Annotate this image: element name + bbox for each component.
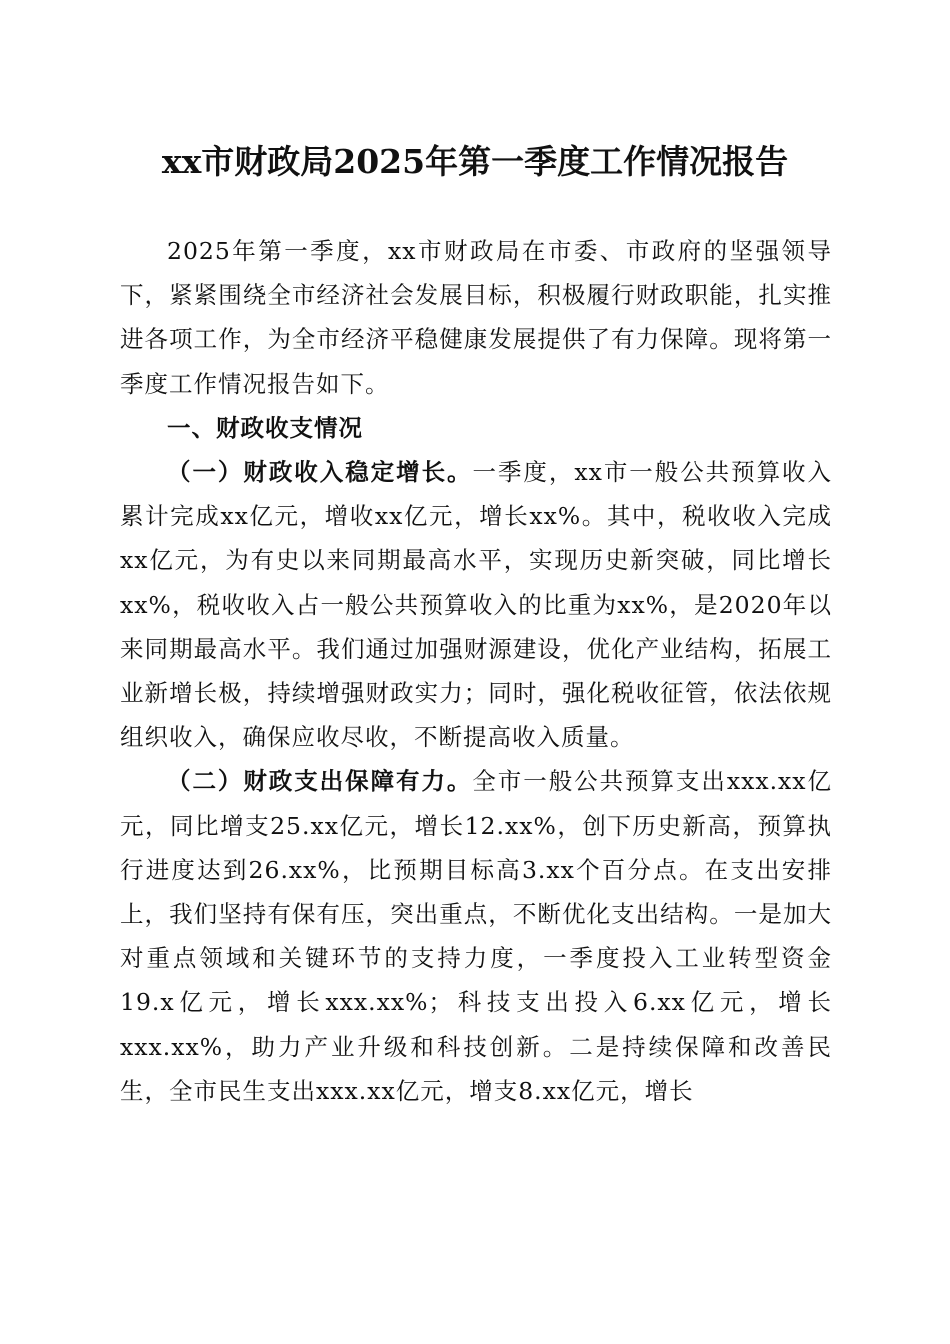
paragraph-revenue-text: 一季度，xx市一般公共预算收入累计完成xx亿元，增收xx亿元，增长xx%。其中，税收收入完成xx亿元，为有史以来同期最高水平，实现历史新突破，同比增长xx%，税收收入占一般公共预算收入的比重为xx%，是2020年以来同期最高水平。我们通过加强财源建设，优化产业结构，拓展工业新增长极，持续增强财政实力；同时，强化税收征管，依法依规组织收入，确保应收尽收，不断提高收入质量。 [120, 458, 832, 752]
intro-paragraph: 2025年第一季度，xx市财政局在市委、市政府的坚强领导下，紧紧围绕全市经济社会发展目标，积极履行财政职能，扎实推进各项工作，为全市经济平稳健康发展提供了有力保障。现将第一季度工作情况报告如下。 [120, 237, 832, 398]
paragraph-expenditure-text: 全市一般公共预算支出xxx.xx亿元，同比增支25.xx亿元，增长12.xx%，创下历史新高，预算执行进度达到26.xx%，比预期目标高3.xx个百分点。在支出安排上，我们坚持有保有压，突出重点，不断优化支出结构。一是加大对重点领域和关键环节的支持力度，一季度投入工业转型资金19.x亿元，增长xxx.xx%；科技支出投入6.xx亿元，增长xxx.xx%，助力产业升级和科技创新。二是持续保障和改善民生，全市民生支出xxx.xx亿元，增支8.xx亿元，增长 [120, 767, 832, 1105]
paragraph-revenue [120, 450, 832, 759]
document-title: xx市财政局2025年第一季度工作情况报告 [161, 142, 789, 181]
section-heading-revenue-expenditure: 一、财政收支情况 [167, 413, 363, 442]
document-body [120, 229, 832, 1113]
subheading-expenditure: （二）财政支出保障有力。 [167, 767, 473, 796]
paragraph-expenditure [120, 759, 832, 1113]
subheading-revenue: （一）财政收入稳定增长。 [167, 458, 473, 487]
